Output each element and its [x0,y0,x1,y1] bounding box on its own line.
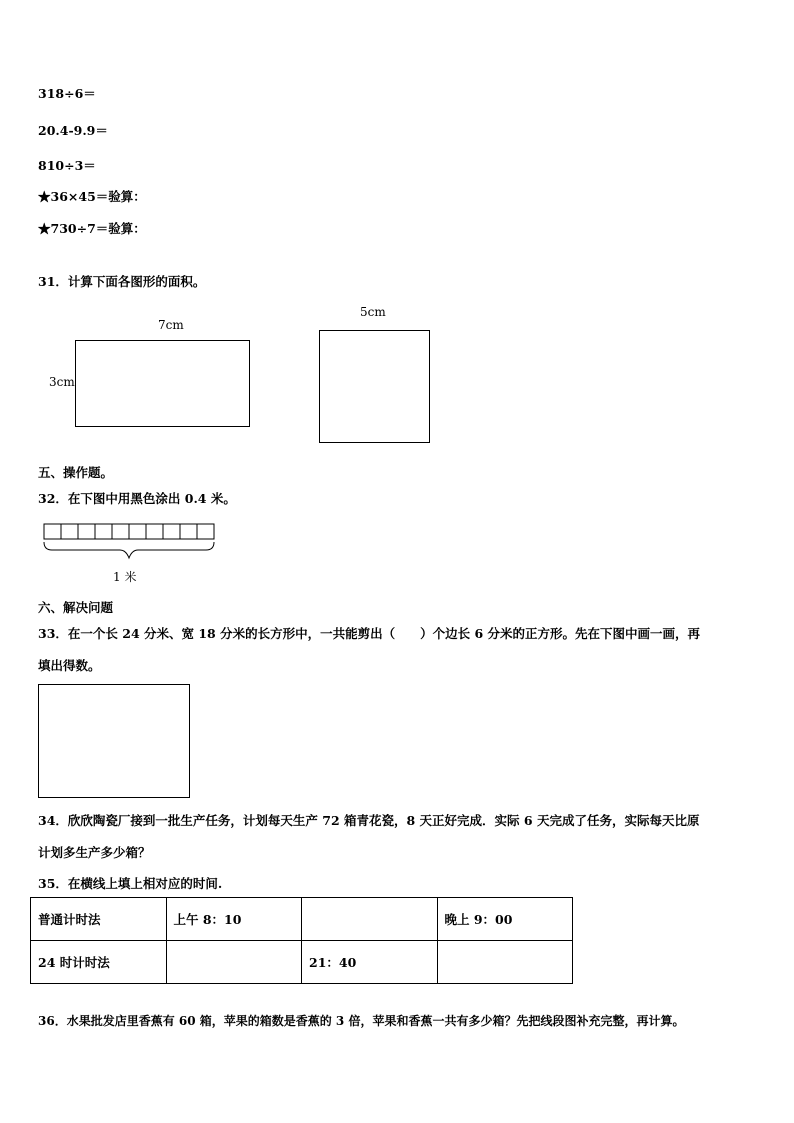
calc-line-1: 318÷6＝ [38,86,96,101]
table-cell: 普通计时法 [31,898,167,941]
time-conversion-table [30,897,573,984]
table-cell [302,898,438,941]
question-33-line-1: 33．在一个长 24 分米、宽 18 分米的长方形中，一共能剪出（ ）个边长 6 分米的正方形。先在下图中画一画，再 [38,626,700,641]
table-cell: 晚上 9：00 [437,898,573,941]
question-33-line-2: 填出得数。 [38,658,101,673]
calc-line-3: 810÷3＝ [38,158,96,173]
square-side-label: 5cm [360,305,386,319]
table-row [31,898,573,941]
meter-brace [44,542,214,558]
section-6-heading: 六、解决问题 [38,600,114,615]
table-cell: 上午 8：10 [166,898,302,941]
table-cell: 24 时计时法 [31,941,167,984]
calc-line-4: ★36×45＝验算： [38,189,146,204]
question-32: 32．在下图中用黑色涂出 0.4 米。 [38,491,236,506]
drawing-rectangle [38,684,190,798]
table-cell [166,941,302,984]
table-cell: 21：40 [302,941,438,984]
table-row [31,941,573,984]
table-cell [437,941,573,984]
square-figure [319,330,430,443]
question-35: 35．在横线上填上相对应的时间. [38,876,223,891]
brace-label: 1 米 [113,570,137,584]
question-34-line-2: 计划多生产多少箱？ [38,845,151,860]
question-31: 31．计算下面各图形的面积。 [38,274,206,289]
question-34-line-1: 34．欣欣陶瓷厂接到一批生产任务，计划每天生产 72 箱青花瓷，8 天正好完成．实际 6 天完成了任务，实际每天比原 [38,813,700,828]
rect-width-label: 7cm [158,318,184,332]
meter-strip-diagram [40,520,220,570]
question-36: 36．水果批发店里香蕉有 60 箱，苹果的箱数是香蕉的 3 倍，苹果和香蕉一共有多少箱？先把线段图补充完整，再计算。 [38,1014,685,1028]
calc-line-2: 20.4-9.9＝ [38,123,108,138]
rect-height-label: 3cm [49,375,75,389]
section-5-heading: 五、操作题。 [38,465,114,480]
rectangle-figure [75,340,250,427]
calc-line-5: ★730÷7＝验算： [38,221,146,236]
